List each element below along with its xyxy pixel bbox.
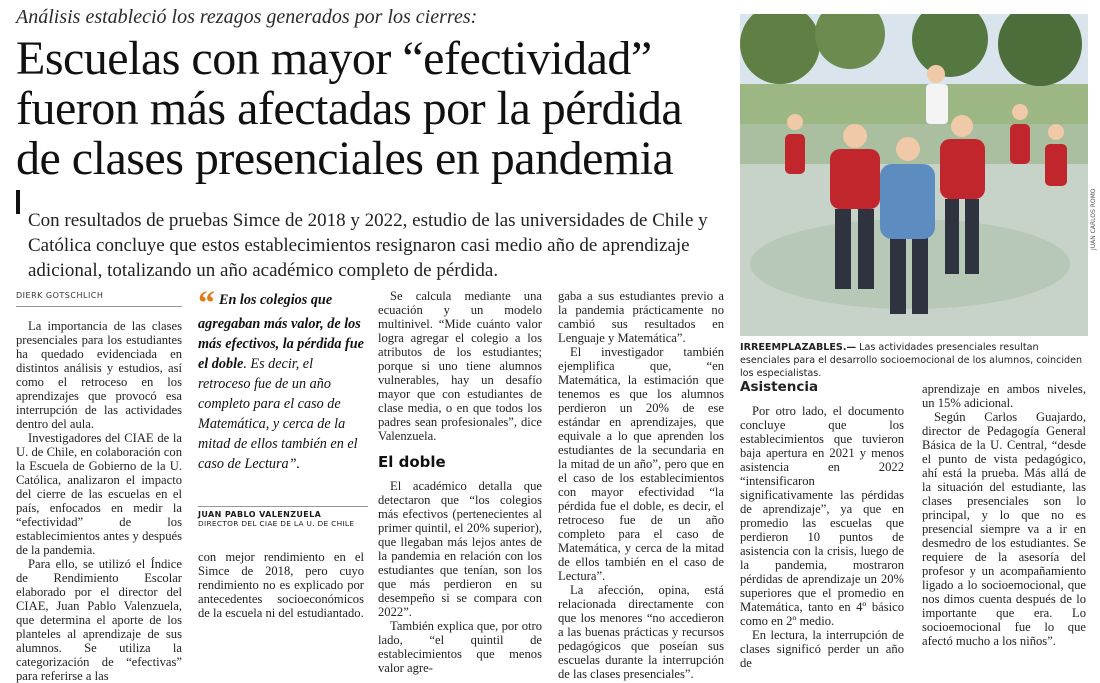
quote-author: JUAN PABLO VALENZUELA — [198, 510, 322, 519]
paragraph: El académico detalla que detectaron que “los colegios más efectivos (pertenecientes al primer quintil, el 20% superior), que llegaban más lejos antes de la pandemia en relación con los estudiantes que tenían, son los que más perdieron en su desempeño si se compara con 2022”. — [378, 479, 542, 619]
quote-role: DIRECTOR DEL CIAE DE LA U. DE CHILE — [198, 519, 355, 528]
caption-lead: IRREEMPLAZABLES.— — [740, 342, 857, 353]
headline-line: de clases presenciales en pandemia — [16, 132, 674, 185]
paragraph: En lectura, la interrupción de clases significó perder un año de — [740, 628, 904, 670]
quote-bold: En los colegios que agregaban más valor, de los más efectivos, la pérdida fue el doble — [198, 292, 364, 372]
children-playing-image — [740, 14, 1088, 336]
column-5 — [740, 380, 904, 670]
paragraph: Investigadores del CIAE de la U. de Chile, en colaboración con la Escuela de Gobierno de la U. Católica, analizaron el impacto del cierre de las escuelas en el país, enfocados en medir la “efectividad” de los establecimientos antes y después de la pandemia. — [16, 431, 182, 557]
paragraph: Para ello, se utilizó el Índice de Rendimiento Escolar elaborado por el director del CIAE, Juan Pablo Valenzuela, que determina el aporte de los planteles al aprendizaje de sus alumnos. Se utiliza la categorización de “efectivas” para referirse a las — [16, 557, 182, 683]
photo-credit: JUAN CARLOS ROMO — [1090, 188, 1097, 250]
news-photo — [740, 14, 1088, 336]
quote-rest: . Es decir, el retroceso fue de un año completo para el caso de Matemática, y cerca de la mitad de ellos también en el caso de Lectura”. — [198, 356, 358, 472]
headline-line: fueron más afectadas por la pérdida — [16, 82, 683, 135]
pull-quote — [198, 285, 364, 474]
column-3 — [378, 289, 542, 675]
paragraph: gaba a sus estudiantes previo a la pandemia prácticamente no cambió sus resultados en Lenguaje y Matemática”. — [558, 289, 724, 345]
subheading-el-doble: El doble — [378, 453, 446, 471]
quote-mark-icon: “ — [198, 285, 215, 322]
paragraph: Por otro lado, el documento concluye que los establecimientos que tuvieron baja apertura en 2021 y menos asistencia en 2022 “intensificaron significativamente las pérdidas de aprendizaje”, ya que en promedio las escuelas que perdieron 10 puntos de asistencia con la crisis, luego de la pandemia, mostraron pérdidas de aprendizaje un 20% superiores que el promedio en Matemática, tanto en 4º básico como en 2º medio. — [740, 404, 904, 628]
paragraph: También explica que, por otro lado, “el quintil de establecimientos que menos valor agre- — [378, 619, 542, 675]
paragraph: Se calcula mediante una ecuación y un modelo multinivel. “Mide cuánto valor logra agregar el colegio a los atributos de los estudiantes; porque si uno tiene alumnos vulnerables, hay un desafío mayor que con estudiantes de clase media, o en que todos los padres sean profesionales”, dice Valenzuela. — [378, 289, 542, 443]
standfirst: Con resultados de pruebas Simce de 2018 y 2022, estudio de las universidades de Chile y Católica concluye que estos establecimientos resignaron casi medio año de aprendizaje adicional, totalizando un año académico completo de pérdida. — [28, 210, 708, 281]
paragraph: La importancia de las clases presenciales para los estudiantes ha quedado evidenciada en distintos análisis y estudios, así como el retroceso en los aprendizajes que provocó esa interrupción de las actividades dentro del aula. — [16, 319, 182, 431]
column-4 — [558, 289, 724, 681]
column-1 — [16, 289, 182, 683]
paragraph: con mejor rendimiento en el Simce de 2018, pero cuyo rendimiento no es explicado por antecedentes socioeconómicos de la escuela ni del estudiantado. — [198, 550, 364, 620]
quote-attribution — [198, 506, 368, 528]
paragraph: Según Carlos Guajardo, director de Pedagogía General Básica de la U. Central, “desde el punto de vista pedagógico, ahí está la prueba. Más allá de la situación del estudiante, las clases presenciales son lo principal, y lo que no es presencial siempre va a ir en desmedro de los estudiantes. Se requiere de la asesoría del profesor y un acompañamiento ligado a lo socioemocional, que nos dimos cuenta después de lo importante que era. Lo socioemocional fue lo que afectó mucho a los niños”. — [922, 410, 1086, 648]
paragraph: La afección, opina, está relacionada directamente con que los menores “no accedieron a las buenas prácticas y recursos pedagógicos que poseían sus escuelas durante la interrupción de las clases presenciales”. — [558, 583, 724, 681]
column-2 — [198, 550, 364, 620]
headline-line: Escuelas con mayor “efectividad” — [16, 32, 652, 85]
kicker: Análisis estableció los rezagos generados por los cierres: — [16, 6, 478, 28]
paragraph: El investigador también ejemplifica que, “en Matemática, la estimación que tenemos es que los alumnos perdieron un 20% de ese estándar en aprendizajes, que equivale a lo que aprenden los estudiantes de la secundaria en la mitad de un año”, pero que en el caso de los establecimientos con mayor efectividad “la pérdida fue el doble, es decir, el retroceso fue de un año completo para el caso de Matemática, y cerca de la mitad de ellos también en el caso de Lectura”. — [558, 345, 724, 583]
paragraph: aprendizaje en ambos niveles, un 15% adicional. — [922, 382, 1086, 410]
photo-caption — [740, 341, 1090, 380]
column-6 — [922, 382, 1086, 648]
subheading-asistencia: Asistencia — [740, 379, 819, 395]
standfirst-bullet — [16, 190, 20, 214]
byline: DIERK GOTSCHLICH — [16, 289, 182, 307]
caption-text: Las actividades presenciales resultan esenciales para el desarrollo socioemocional de los alumnos, coinciden los especialistas. — [740, 342, 1083, 379]
headline — [16, 34, 726, 184]
